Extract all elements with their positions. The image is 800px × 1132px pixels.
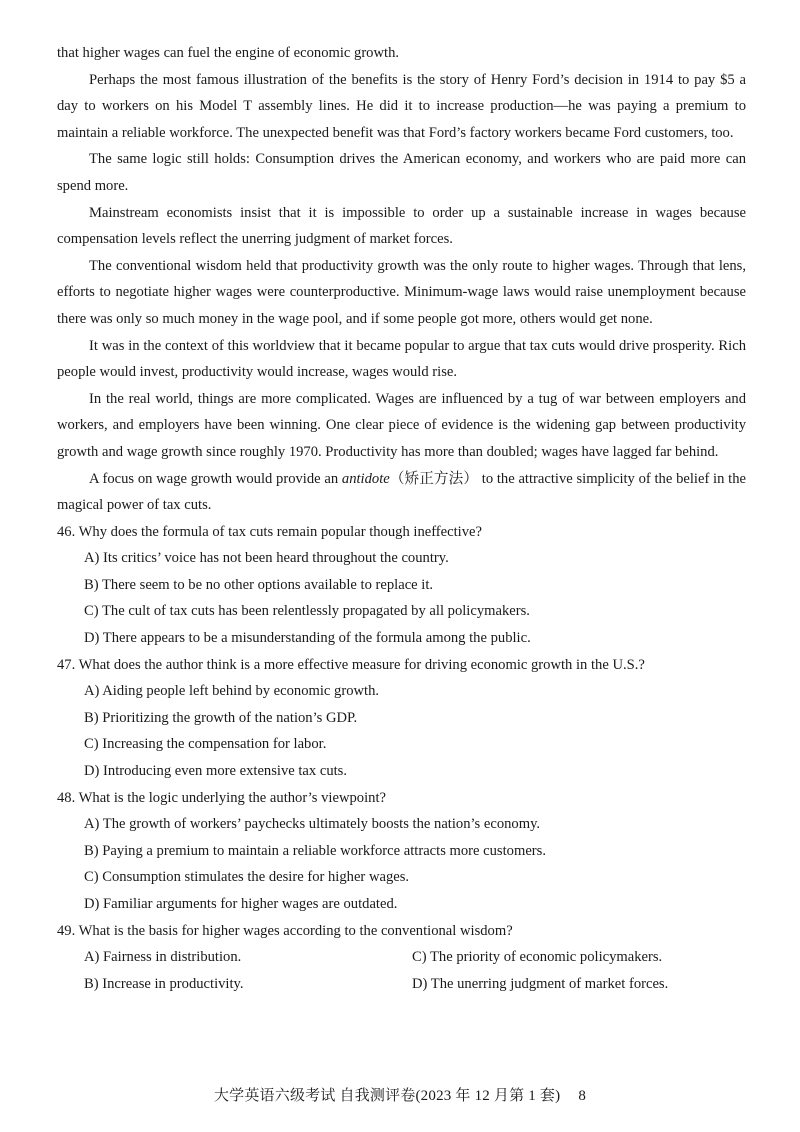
- option-b[interactable]: B) Paying a premium to maintain a reliable workforce attracts more customers.: [84, 842, 546, 859]
- option-d[interactable]: D) The unerring judgment of market forces.: [412, 975, 669, 992]
- page-footer: [0, 1084, 800, 1105]
- question-47: [57, 652, 746, 785]
- option-grid: [84, 944, 746, 997]
- option-a[interactable]: A) Aiding people left behind by economic growth.: [84, 683, 380, 700]
- question-stem: 47. What does the author think is a more effective measure for driving economic growth in the U.S.?: [57, 656, 645, 673]
- page-number: 8: [578, 1088, 587, 1104]
- paragraph-text: to the attractive simplicity of the belief in the magical power of tax cuts.: [57, 470, 746, 514]
- option-b[interactable]: B) Increase in productivity.: [84, 975, 244, 992]
- paragraph-text: A focus on wage growth would provide an: [89, 470, 342, 487]
- question-48: [57, 785, 746, 918]
- paragraph-antidote: [57, 466, 746, 519]
- option-c[interactable]: C) The cult of tax cuts has been relentlessly propagated by all policymakers.: [84, 603, 530, 620]
- passage: [57, 40, 746, 519]
- option-b[interactable]: B) There seem to be no other options available to replace it.: [84, 576, 434, 593]
- option-d[interactable]: D) There appears to be a misunderstanding of the formula among the public.: [84, 630, 531, 647]
- paragraph: The conventional wisdom held that productivity growth was the only route to higher wages. Through that lens, efforts to negotiate higher wages were counterproductive. Minimum-wage laws would raise unemployment because there was only so much money in the wage pool, and if some people got more, others would get none.: [57, 257, 746, 327]
- paragraph: The same logic still holds: Consumption drives the American economy, and workers who are paid more can spend more.: [57, 151, 746, 194]
- paragraph: Perhaps the most famous illustration of the benefits is the story of Henry Ford’s decision in 1914 to pay $5 a day to workers on his Model T assembly lines. He did it to increase production—he was paying a premium to maintain a reliable workforce. The unexpected benefit was that Ford’s factory workers became Ford customers, too.: [57, 71, 746, 141]
- option-c[interactable]: C) Increasing the compensation for labor.: [84, 736, 327, 753]
- question-46: [57, 519, 746, 652]
- option-b[interactable]: B) Prioritizing the growth of the nation’s GDP.: [84, 709, 358, 726]
- question-49: [57, 918, 746, 998]
- question-stem: 48. What is the logic underlying the author’s viewpoint?: [57, 789, 386, 806]
- question-stem: 49. What is the basis for higher wages according to the conventional wisdom?: [57, 922, 513, 939]
- option-c[interactable]: C) Consumption stimulates the desire for higher wages.: [84, 869, 410, 886]
- chinese-gloss: （矫正方法）: [389, 470, 479, 487]
- paragraph: that higher wages can fuel the engine of economic growth.: [57, 45, 400, 61]
- option-d[interactable]: D) Introducing even more extensive tax cuts.: [84, 763, 348, 780]
- term-antidote: antidote: [341, 470, 390, 487]
- question-stem: 46. Why does the formula of tax cuts remain popular though ineffective?: [57, 523, 482, 540]
- paragraph: Mainstream economists insist that it is impossible to order up a sustainable increase in wages because compensation levels reflect the unerring judgment of market forces.: [57, 204, 746, 248]
- option-a[interactable]: A) Fairness in distribution.: [84, 949, 242, 966]
- paragraph: In the real world, things are more complicated. Wages are influenced by a tug of war between employers and workers, and employers have been winning. One clear piece of evidence is the widening gap between productivity growth and wage growth since roughly 1970. Productivity has more than doubled; wages have lagged far behind.: [57, 390, 746, 460]
- option-a[interactable]: A) Its critics’ voice has not been heard throughout the country.: [84, 550, 449, 567]
- option-a[interactable]: A) The growth of workers’ paychecks ultimately boosts the nation’s economy.: [84, 816, 541, 833]
- paragraph: It was in the context of this worldview that it became popular to argue that tax cuts would drive prosperity. Rich people would invest, productivity would increase, wages would rise.: [57, 337, 746, 381]
- option-d[interactable]: D) Familiar arguments for higher wages are outdated.: [84, 896, 398, 912]
- footer-title: 大学英语六级考试 自我测评卷(2023 年 12 月第 1 套): [213, 1088, 561, 1104]
- option-c[interactable]: C) The priority of economic policymakers.: [412, 949, 663, 966]
